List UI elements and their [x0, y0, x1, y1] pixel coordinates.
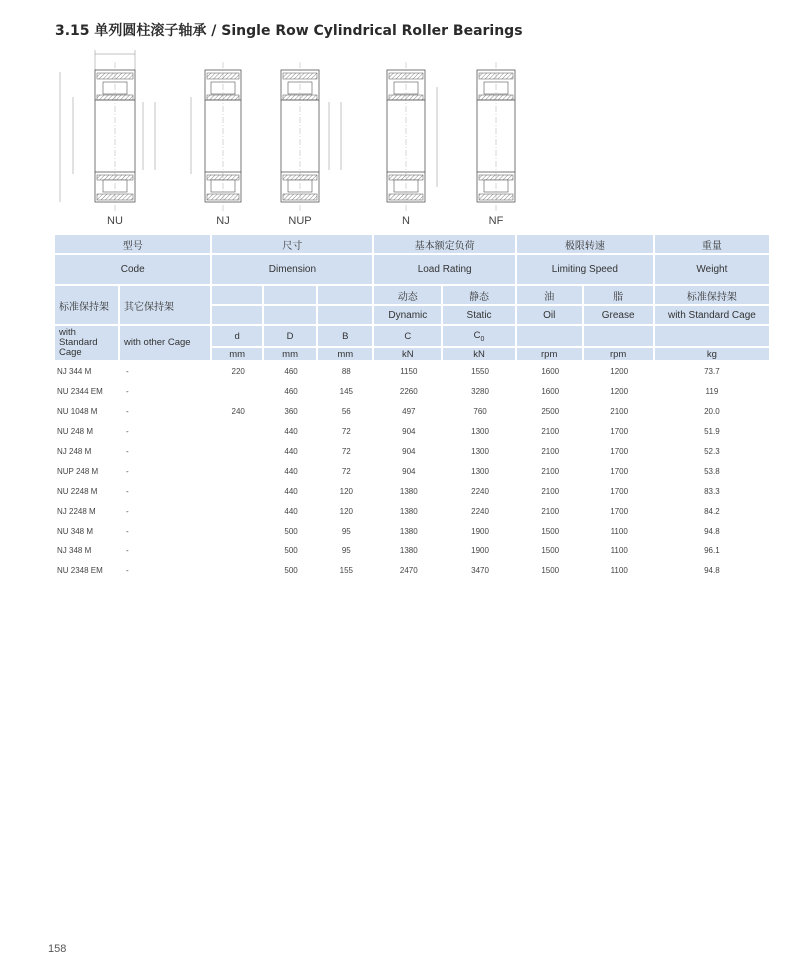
- cell-B: 155: [339, 566, 353, 576]
- cell-D: 440: [284, 447, 298, 456]
- header-grease-en: Grease: [584, 306, 655, 326]
- cell-oil: 2100: [541, 427, 560, 437]
- label-nup: NUP: [288, 215, 312, 227]
- cell-other: -: [126, 506, 129, 516]
- cell-C0: 3280: [471, 387, 489, 397]
- cell-std: NJ 348 M: [57, 546, 92, 556]
- cell-std: NJ 248 M: [57, 447, 92, 456]
- cell-D: 500: [284, 546, 298, 556]
- cell-D: 440: [284, 506, 298, 516]
- header-static-en: Static: [443, 306, 517, 326]
- cell-B: 72: [341, 466, 351, 476]
- cell-grease: 1200: [610, 387, 629, 397]
- cell-B: 56: [341, 407, 351, 417]
- cell-std: NU 2348 EM: [57, 566, 103, 576]
- cell-C0: 1300: [471, 466, 489, 476]
- header-sym-C: C: [374, 326, 443, 348]
- cell-std: NU 1048 M: [57, 407, 98, 417]
- cell-other: -: [126, 566, 129, 576]
- header-sym-B: B: [318, 326, 374, 348]
- cell-d: 240: [231, 407, 245, 417]
- header-sym-C0: $C_0$: [443, 326, 517, 348]
- cell-d: [212, 541, 263, 561]
- header-weight-std-cn: 标准保持架: [655, 286, 769, 306]
- cell-D: 460: [284, 387, 298, 397]
- header-speed-en: Limiting Speed: [517, 255, 655, 286]
- cell-C: 1380: [399, 506, 418, 516]
- cell-other: -: [126, 407, 129, 417]
- header-weight-std-en: with Standard Cage: [655, 306, 769, 326]
- header-unit-C0: kN: [443, 348, 517, 362]
- cell-std: NU 248 M: [57, 427, 94, 437]
- header-oil-cn: 油: [517, 286, 584, 306]
- cell-weight: 94.8: [704, 526, 720, 536]
- page-number: 158: [48, 943, 67, 955]
- cell-grease: 1700: [610, 427, 629, 437]
- cell-C: 1150: [400, 367, 418, 377]
- bearing-drawings: [55, 42, 555, 232]
- cell-D: 440: [284, 427, 298, 437]
- cell-C: 904: [402, 427, 416, 437]
- nup-bearing-drawing: [281, 62, 341, 212]
- header-dynamic-en: Dynamic: [374, 306, 443, 326]
- header-code-en: Code: [55, 255, 212, 286]
- cell-B: 120: [339, 486, 353, 496]
- cell-C0: 1300: [471, 447, 489, 456]
- cell-std: NJ 2248 M: [57, 506, 96, 516]
- cell-std: NU 348 M: [57, 526, 94, 536]
- cell-C0: 1550: [471, 367, 489, 377]
- cell-grease: 1700: [610, 447, 629, 456]
- cell-std: NJ 344 M: [57, 367, 92, 377]
- cell-weight: 94.8: [704, 566, 720, 576]
- header-load-en: Load Rating: [374, 255, 517, 286]
- cell-d: [212, 442, 263, 462]
- cell-other: -: [126, 427, 129, 437]
- cell-C0: 760: [473, 407, 487, 417]
- cell-d: [212, 521, 263, 541]
- cell-std: NU 2344 EM: [57, 387, 103, 397]
- header-unit-oil: rpm: [517, 348, 584, 362]
- cell-oil: 1600: [541, 367, 560, 377]
- table-row: [55, 481, 769, 501]
- cell-B: 95: [341, 546, 351, 556]
- cell-other: -: [126, 387, 129, 397]
- header-weight-en: Weight: [655, 255, 769, 286]
- cell-other: -: [126, 546, 129, 556]
- cell-C: 1380: [399, 546, 418, 556]
- cell-other: -: [126, 526, 129, 536]
- header-dynamic-cn: 动态: [374, 286, 443, 306]
- header-sym-d: d: [212, 326, 263, 348]
- cell-C0: 1900: [471, 526, 489, 536]
- bearing-spec-table: [55, 235, 769, 581]
- cell-D: 360: [284, 407, 298, 417]
- label-nf: NF: [488, 215, 504, 227]
- header-load-cn: 基本额定负荷: [374, 235, 517, 255]
- header-code-cn: 型号: [55, 235, 212, 255]
- label-nj: NJ: [216, 215, 230, 227]
- cell-weight: 53.8: [704, 466, 720, 476]
- table-row: [55, 501, 769, 521]
- header-grease-cn: 脂: [584, 286, 655, 306]
- header-unit-grease: rpm: [584, 348, 655, 362]
- n-bearing-drawing: [387, 62, 437, 212]
- cell-D: 460: [284, 367, 298, 377]
- cell-grease: 1700: [610, 486, 629, 496]
- cell-other: -: [126, 466, 129, 476]
- table-row: [55, 461, 769, 481]
- cell-d: [212, 461, 263, 481]
- cell-oil: 2500: [541, 407, 560, 417]
- header-unit-d: mm: [212, 348, 263, 362]
- table-row: [55, 422, 769, 442]
- cell-D: 440: [284, 486, 298, 496]
- cell-weight: 52.3: [704, 447, 720, 456]
- cell-C0: 1900: [471, 546, 489, 556]
- cell-std: NU 2248 M: [57, 486, 98, 496]
- table-row: [55, 362, 769, 382]
- cell-C0: 1300: [471, 427, 489, 437]
- cell-B: 120: [339, 506, 353, 516]
- cell-C0: 3470: [471, 566, 489, 576]
- header-unit-B: mm: [318, 348, 374, 362]
- cell-grease: 1200: [610, 367, 629, 377]
- cell-grease: 1100: [610, 566, 628, 576]
- cell-oil: 1500: [541, 526, 560, 536]
- cell-weight: 20.0: [704, 407, 720, 417]
- cell-grease: 1700: [610, 466, 629, 476]
- nf-bearing-drawing: [477, 62, 515, 212]
- cell-other: -: [126, 447, 129, 456]
- header-weight-cn: 重量: [655, 235, 769, 255]
- cell-D: 440: [284, 466, 298, 476]
- cell-oil: 2100: [541, 466, 560, 476]
- table-row: [55, 521, 769, 541]
- header-other-cage-cn: 其它保持架: [120, 286, 212, 326]
- cell-weight: 73.7: [704, 367, 720, 377]
- cell-C: 1380: [399, 526, 418, 536]
- cell-oil: 1500: [541, 566, 560, 576]
- table-row: [55, 442, 769, 462]
- cell-oil: 2100: [541, 486, 560, 496]
- cell-d: [212, 382, 263, 402]
- header-std-cage-cn: 标准保持架: [55, 286, 120, 326]
- table-row: [55, 382, 769, 402]
- cell-other: -: [126, 367, 129, 377]
- header-unit-weight: kg: [655, 348, 769, 362]
- cell-B: 72: [341, 427, 351, 437]
- cell-oil: 2100: [541, 506, 560, 516]
- cell-d: [212, 501, 263, 521]
- cell-std: NUP 248 M: [57, 466, 99, 476]
- cell-C: 1380: [399, 486, 418, 496]
- cell-d: [212, 422, 263, 442]
- cell-oil: 1500: [541, 546, 560, 556]
- cell-grease: 2100: [610, 407, 629, 417]
- cell-weight: 96.1: [704, 546, 720, 556]
- cell-d: [212, 481, 263, 501]
- cell-weight: 51.9: [704, 427, 720, 437]
- table-row: [55, 402, 769, 422]
- header-dimension-cn: 尺寸: [212, 235, 374, 255]
- cell-d: [212, 561, 263, 581]
- cell-C: 2470: [399, 566, 418, 576]
- label-n: N: [402, 215, 410, 227]
- cell-C: 2260: [399, 387, 418, 397]
- cell-D: 500: [284, 526, 298, 536]
- table-row: [55, 541, 769, 561]
- table-row: [55, 561, 769, 581]
- cell-C0: 2240: [471, 506, 489, 516]
- cell-B: 145: [339, 387, 353, 397]
- cell-other: -: [126, 486, 129, 496]
- header-std-cage-en: with Standard Cage: [55, 326, 120, 362]
- cell-weight: 84.2: [704, 506, 720, 516]
- cell-B: 95: [341, 526, 351, 536]
- cell-oil: 2100: [541, 447, 560, 456]
- header-unit-C: kN: [374, 348, 443, 362]
- cell-oil: 1600: [541, 387, 560, 397]
- cell-grease: 1700: [610, 506, 629, 516]
- header-dimension-en: Dimension: [212, 255, 374, 286]
- cell-d: 220: [231, 367, 245, 377]
- cell-C: 904: [402, 466, 416, 476]
- bearing-cross-sections: [55, 42, 555, 232]
- cell-C: 497: [402, 407, 416, 417]
- cell-D: 500: [284, 566, 298, 576]
- page-title: 3.15 单列圆柱滚子轴承 / Single Row Cylindrical Roller Bearings: [55, 23, 523, 39]
- cell-weight: 83.3: [704, 486, 720, 496]
- cell-C: 904: [402, 447, 416, 456]
- nu-bearing-drawing: [60, 50, 155, 212]
- header-speed-cn: 极限转速: [517, 235, 655, 255]
- cell-grease: 1100: [610, 526, 628, 536]
- header-static-cn: 静态: [443, 286, 517, 306]
- table-body: [55, 362, 769, 581]
- label-nu: NU: [107, 215, 123, 227]
- cell-weight: 119: [705, 387, 719, 397]
- header-sym-D: D: [264, 326, 318, 348]
- header-other-cage-en: with other Cage: [120, 326, 212, 362]
- nj-bearing-drawing: [191, 62, 241, 212]
- header-oil-en: Oil: [517, 306, 584, 326]
- cell-B: 88: [341, 367, 351, 377]
- cell-B: 72: [341, 447, 351, 456]
- header-unit-D: mm: [264, 348, 318, 362]
- cell-grease: 1100: [610, 546, 628, 556]
- cell-C0: 2240: [471, 486, 489, 496]
